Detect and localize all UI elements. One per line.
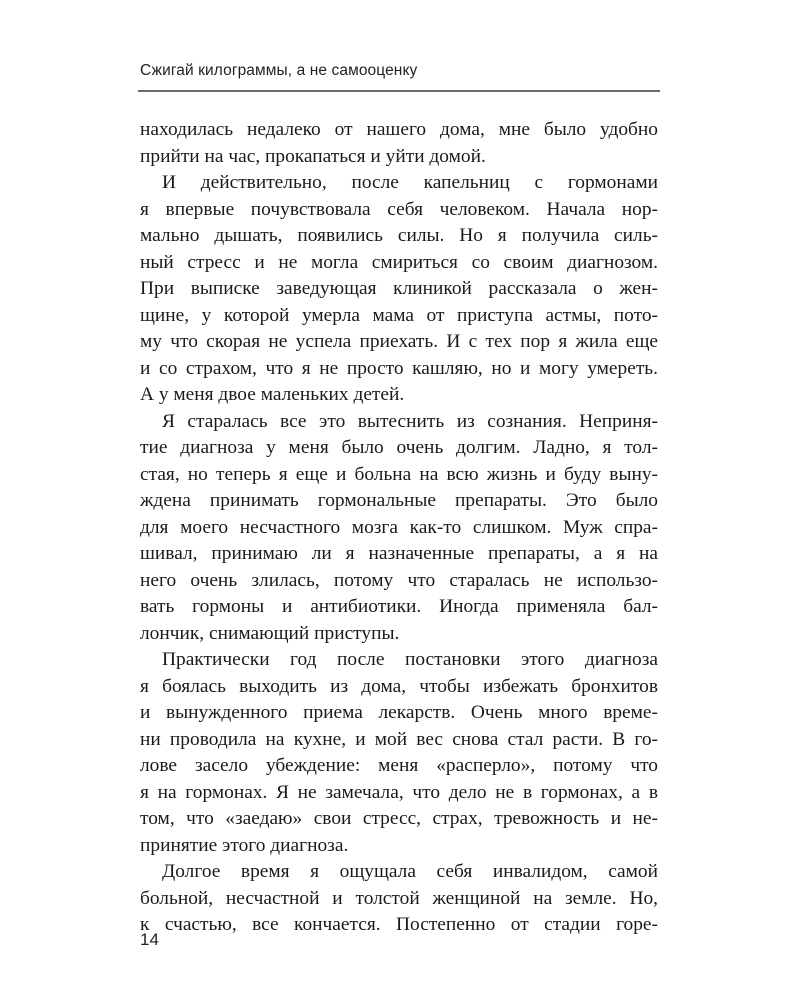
text-line: мально дышать, появились силы. Но я получила силь-: [140, 225, 658, 246]
text-line: принятие этого диагноза.: [140, 834, 349, 856]
paragraph: [140, 170, 658, 409]
text-line: находилась недалеко от нашего дома, мне было удобно: [140, 119, 658, 140]
text-line: к счастью, все кончается. Постепенно от стадии горе-: [140, 914, 658, 935]
body-text: [140, 117, 658, 939]
text-line: ни проводила на кухне, и мой вес снова стал расти. В го-: [140, 728, 658, 750]
text-line: лове засело убеждение: меня «расперло», потому что: [140, 755, 658, 776]
text-line: я боялась выходить из дома, чтобы избежать бронхитов: [140, 675, 658, 697]
text-line: А у меня двое маленьких детей.: [140, 384, 405, 405]
text-line: прийти на час, прокапаться и уйти домой.: [140, 145, 486, 167]
text-line: я на гормонах. Я не замечала, что дело не в гормонах, а в: [140, 781, 658, 803]
text-line: му что скорая не успела приехать. И с тех пор я жила еще: [140, 331, 658, 352]
text-line: больной, несчастной и толстой женщиной на земле. Но,: [140, 887, 658, 909]
text-line: для моего несчастного мозга как-то слишком. Муж спра-: [140, 516, 658, 538]
text-line: щине, у которой умерла мама от приступа астмы, пото-: [140, 304, 658, 326]
text-line: При выписке заведующая клиникой рассказала о жен-: [140, 278, 658, 299]
text-line: Практически год после постановки этого диагноза: [162, 649, 658, 670]
text-line: стая, но теперь я еще и больна на всю жизнь и буду выну-: [140, 463, 658, 485]
text-line: Я старалась все это вытеснить из сознания. Неприня-: [162, 410, 658, 432]
paragraph: [140, 117, 658, 170]
running-head: Сжигай килограммы, а не самооценку: [140, 62, 418, 79]
text-line: шивал, принимаю ли я назначенные препараты, а я на: [140, 543, 658, 564]
text-line: вать гормоны и антибиотики. Иногда применяла бал-: [140, 596, 658, 617]
text-line: Долгое время я ощущала себя инвалидом, самой: [162, 861, 658, 882]
text-line: лончик, снимающий приступы.: [140, 622, 400, 644]
text-line: ный стресс и не могла смириться со своим диагнозом.: [140, 251, 658, 273]
text-line: том, что «заедаю» свои стресс, страх, тревожность и не-: [140, 808, 658, 829]
page-number: 14: [140, 930, 159, 949]
text-line: и вынужденного приема лекарств. Очень много време-: [140, 702, 658, 723]
paragraph: [140, 409, 658, 648]
header-rule: [138, 90, 660, 92]
text-line: я впервые почувствовала себя человеком. Начала нор-: [140, 198, 658, 220]
text-line: него очень злилась, потому что старалась не использо-: [140, 569, 658, 591]
paragraph: [140, 647, 658, 859]
paragraph: [140, 859, 658, 939]
text-line: тие диагноза у меня было очень долгим. Ладно, я тол-: [140, 437, 658, 458]
text-line: и со страхом, что я не просто кашляю, но и могу умереть.: [140, 357, 658, 379]
text-line: И действительно, после капельниц с гормонами: [162, 172, 658, 193]
text-line: ждена принимать гормональные препараты. Это было: [140, 490, 658, 511]
